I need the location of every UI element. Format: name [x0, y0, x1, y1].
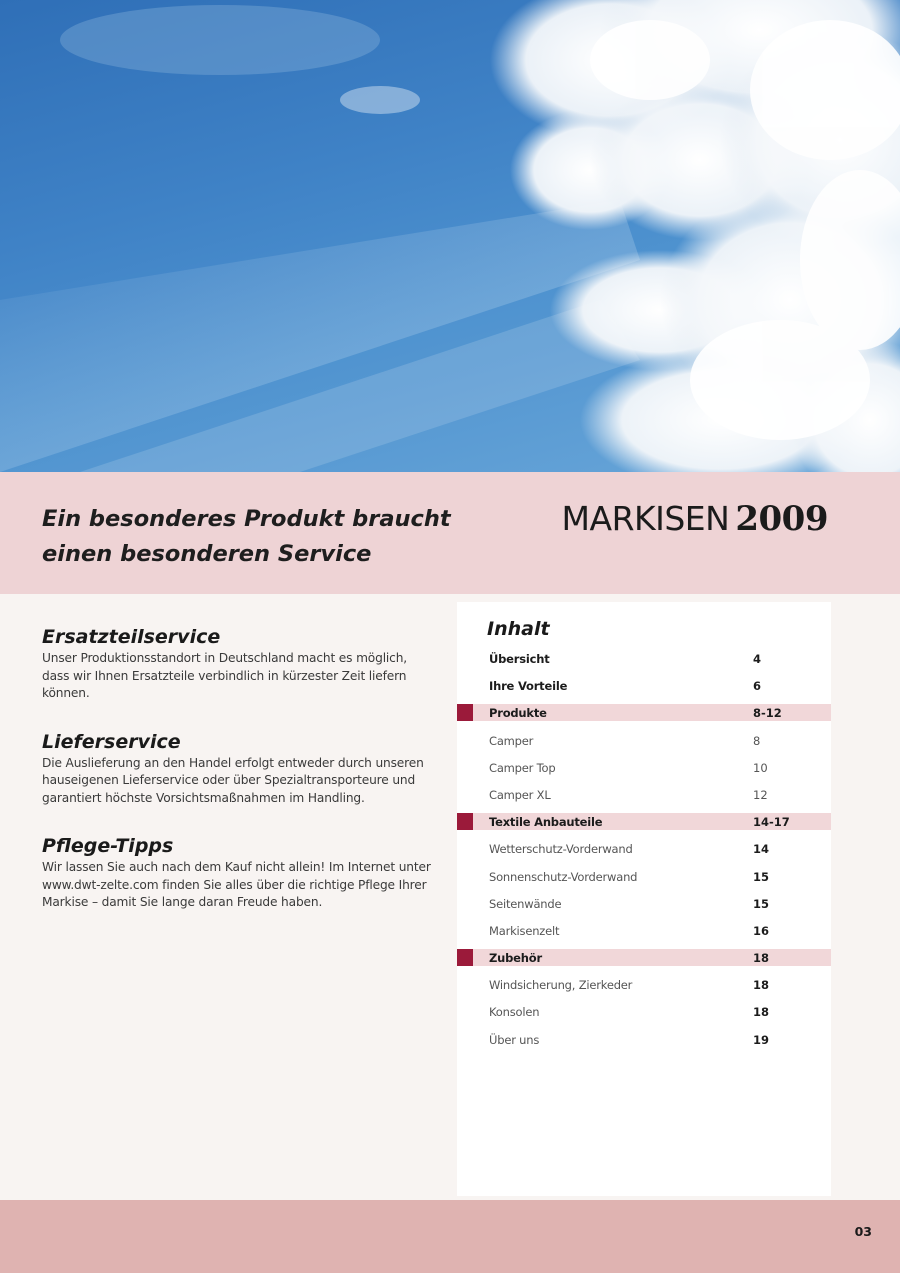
toc-entry-label: Ihre Vorteile	[489, 679, 568, 694]
toc-entry-label: Sonnenschutz-Vorderwand	[489, 869, 638, 884]
toc-row[interactable]	[457, 836, 831, 863]
toc-title: Inhalt	[487, 618, 550, 640]
section-title: Lieferservice	[42, 730, 181, 753]
toc-entry-page: 15	[753, 869, 770, 884]
text-line: hauseigenen Lieferservice oder über Spezialtransporteure und	[42, 773, 416, 787]
hero-sky-image	[0, 0, 900, 472]
toc-row[interactable]	[457, 782, 831, 809]
toc-entry-page: 15	[753, 896, 770, 911]
table-of-contents	[457, 602, 831, 1196]
text-line: Die Auslieferung an den Handel erfolgt entweder durch unseren	[42, 755, 424, 770]
toc-row[interactable]	[457, 864, 831, 891]
toc-row[interactable]	[457, 673, 831, 700]
toc-entry-page: 14	[753, 842, 770, 857]
toc-list	[457, 646, 831, 1054]
text-line: Markise – damit Sie lange daran Freude haben.	[42, 895, 323, 909]
toc-entry-page: 19	[753, 1032, 770, 1047]
toc-entry-label: Zubehör	[489, 951, 542, 966]
text-line: www.dwt-zelte.com finden Sie alles über die richtige Pflege Ihrer	[42, 877, 427, 892]
toc-entry-label: Konsolen	[489, 1005, 540, 1020]
toc-row[interactable]	[457, 945, 831, 972]
toc-row[interactable]	[457, 700, 831, 727]
toc-entry-label: Über uns	[489, 1032, 540, 1047]
toc-entry-label: Camper XL	[489, 787, 551, 802]
toc-entry-label: Camper	[489, 733, 534, 748]
text-line: Wir lassen Sie auch nach dem Kauf nicht allein! Im Internet unter	[42, 860, 431, 874]
toc-entry-label: Textile Anbauteile	[489, 815, 603, 830]
toc-row[interactable]	[457, 1027, 831, 1054]
section-text	[42, 755, 432, 808]
footer-band	[0, 1200, 900, 1273]
toc-entry-page: 8	[753, 733, 761, 748]
text-line: garantiert höchste Vorsichtsmaßnahmen im Handling.	[42, 790, 365, 805]
section-text	[42, 859, 432, 912]
toc-section-marker	[457, 949, 473, 966]
toc-row[interactable]	[457, 809, 831, 836]
sky-clouds-illustration	[0, 0, 900, 472]
toc-entry-label: Übersicht	[489, 652, 550, 666]
toc-entry-page: 12	[753, 787, 768, 802]
toc-entry-label: Windsicherung, Zierkeder	[489, 978, 633, 993]
toc-entry-page: 6	[753, 679, 762, 694]
toc-entry-page: 18	[753, 951, 770, 966]
title-band	[0, 472, 900, 594]
toc-entry-page: 4	[753, 652, 762, 666]
tagline-line-2: einen besonderen Service	[42, 541, 372, 567]
section-text	[42, 650, 432, 703]
tagline-line-1: Ein besonderes Produkt braucht	[42, 506, 451, 532]
toc-row[interactable]	[457, 755, 831, 782]
text-line: dass wir Ihnen Ersatzteile verbindlich in kürzester Zeit liefern können.	[42, 668, 407, 700]
toc-row[interactable]	[457, 972, 831, 999]
toc-entry-page: 10	[753, 760, 768, 775]
catalog-year: 2009	[735, 499, 828, 539]
toc-entry-page: 18	[753, 1005, 770, 1020]
toc-entry-label: Camper Top	[489, 760, 556, 775]
section-title: Pflege-Tipps	[42, 835, 174, 857]
toc-section-marker	[457, 813, 473, 830]
toc-entry-page: 18	[753, 978, 770, 993]
toc-entry-label: Wetterschutz-Vorderwand	[489, 842, 633, 857]
toc-row[interactable]	[457, 918, 831, 945]
section-lieferservice	[42, 729, 432, 808]
toc-entry-page: 14-17	[753, 815, 790, 830]
toc-row[interactable]	[457, 891, 831, 918]
section-title: Ersatzteilservice	[42, 626, 221, 648]
service-sections	[42, 624, 432, 938]
brand-name: MARKISEN	[561, 499, 730, 538]
page-number: 03	[854, 1224, 872, 1239]
text-line: Unser Produktionsstandort in Deutschland macht es möglich,	[42, 651, 408, 665]
toc-entry-label: Markisenzelt	[489, 923, 560, 938]
toc-entry-page: 8-12	[753, 706, 782, 721]
toc-entry-page: 16	[753, 923, 770, 938]
toc-row[interactable]	[457, 646, 831, 673]
toc-entry-label: Produkte	[489, 706, 547, 721]
section-ersatzteilservice	[42, 624, 432, 703]
section-pflege-tipps	[42, 833, 432, 912]
toc-row[interactable]	[457, 728, 831, 755]
toc-entry-label: Seitenwände	[489, 896, 562, 911]
catalog-title	[562, 499, 828, 539]
toc-section-marker	[457, 704, 473, 721]
toc-row[interactable]	[457, 999, 831, 1026]
tagline	[42, 502, 482, 572]
